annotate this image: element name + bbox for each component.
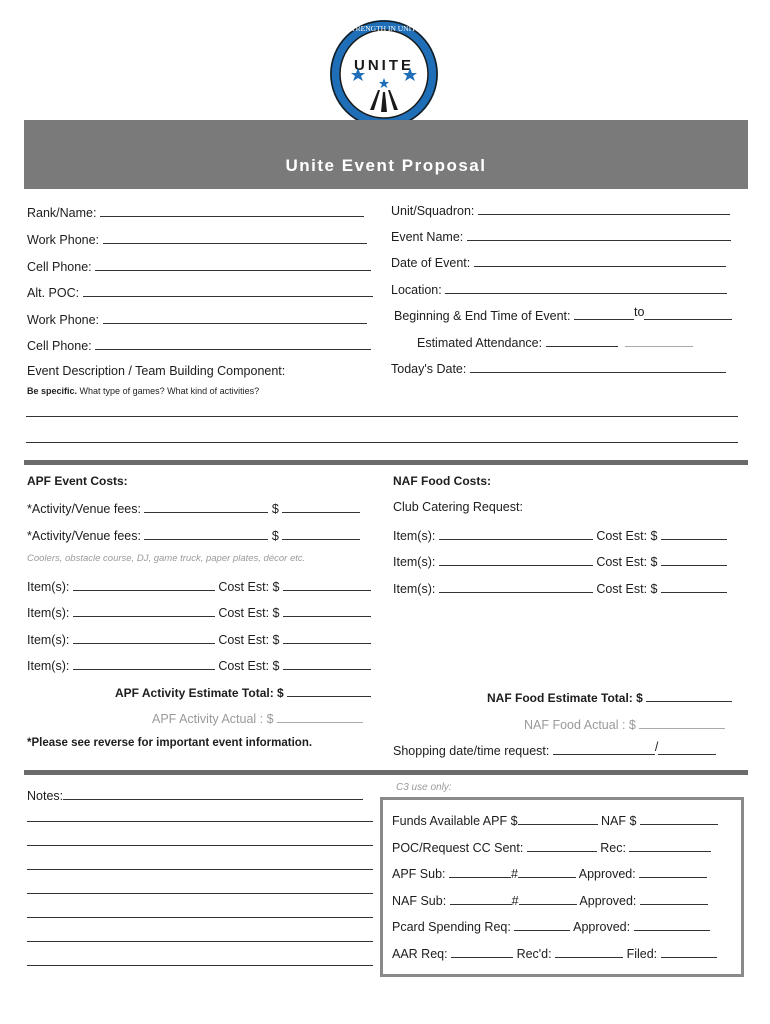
apf-item-label: Item(s): xyxy=(27,606,70,620)
aar-label: AAR Req: xyxy=(392,947,448,961)
naf-item-row[interactable] xyxy=(393,553,727,569)
naf-cost-label: Cost Est: $ xyxy=(596,582,658,596)
apf-cost-label: Cost Est: $ xyxy=(218,606,280,620)
logo-center-text: UNITE xyxy=(354,57,414,74)
filed-label: Filed: xyxy=(626,947,658,961)
description-line-1[interactable] xyxy=(26,416,738,417)
cell-phone-field[interactable] xyxy=(27,258,371,274)
naf-item-label: Item(s): xyxy=(393,555,436,569)
unite-logo xyxy=(328,18,440,130)
rank-name-field[interactable] xyxy=(27,204,364,220)
notes-line[interactable] xyxy=(27,917,373,918)
unit-squadron-label: Unit/Squadron: xyxy=(391,204,475,218)
alt-work-phone-label: Work Phone: xyxy=(27,313,100,327)
apf-cost-label: Cost Est: $ xyxy=(218,580,280,594)
date-of-event-label: Date of Event: xyxy=(391,256,471,270)
notes-label: Notes: xyxy=(27,789,64,803)
naf-item-row[interactable] xyxy=(393,580,727,596)
naf-cost-label: Cost Est: $ xyxy=(596,529,658,543)
apf-item-row[interactable] xyxy=(27,631,371,647)
alt-poc-label: Alt. POC: xyxy=(27,286,80,300)
apf-item-row[interactable] xyxy=(27,578,371,594)
cell-phone-label: Cell Phone: xyxy=(27,260,92,274)
pcard-label: Pcard Spending Req: xyxy=(392,920,511,934)
apf-item-label: Item(s): xyxy=(27,633,70,647)
apf-cost-label: Cost Est: $ xyxy=(218,633,280,647)
apf-item-row[interactable] xyxy=(27,657,371,673)
apf-actual-label: APF Activity Actual : $ xyxy=(152,712,274,726)
apf-venue-fee-1[interactable] xyxy=(27,500,360,516)
poc-label: POC/Request CC Sent: xyxy=(392,841,524,855)
apf-section-title: APF Event Costs: xyxy=(27,474,128,488)
dollar-sign: $ xyxy=(271,502,279,516)
event-time-label: Beginning & End Time of Event: xyxy=(394,309,571,323)
apf-actual[interactable] xyxy=(152,710,363,726)
work-phone-label: Work Phone: xyxy=(27,233,100,247)
dollar-sign: $ xyxy=(271,529,279,543)
recd-label: Rec'd: xyxy=(516,947,552,961)
attendance-label: Estimated Attendance: xyxy=(417,336,543,350)
c3-naf-sub-row[interactable] xyxy=(392,892,708,908)
apf-approved-label: Approved: xyxy=(578,867,636,881)
rec-label: Rec: xyxy=(600,841,626,855)
pcard-approved-label: Approved: xyxy=(573,920,631,934)
alt-poc-field[interactable] xyxy=(27,284,373,300)
shopping-slash: / xyxy=(654,740,659,754)
naf-sub-label: NAF Sub: xyxy=(392,894,447,908)
notes-line[interactable] xyxy=(27,941,373,942)
event-name-label: Event Name: xyxy=(391,230,464,244)
club-catering-label: Club Catering Request: xyxy=(393,500,523,514)
c3-box xyxy=(380,797,744,977)
attendance-field[interactable] xyxy=(417,334,693,350)
todays-date-field[interactable] xyxy=(391,360,726,376)
description-label: Event Description / Team Building Component: xyxy=(27,364,286,378)
event-time-field[interactable] xyxy=(394,307,732,323)
notes-line[interactable] xyxy=(27,821,373,822)
c3-pcard-row[interactable] xyxy=(392,918,710,934)
c3-aar-row[interactable] xyxy=(392,945,717,961)
location-label: Location: xyxy=(391,283,442,297)
apf-estimate-total[interactable] xyxy=(115,684,371,700)
naf-item-row[interactable] xyxy=(393,527,727,543)
section-divider-2 xyxy=(24,770,748,775)
location-field[interactable] xyxy=(391,281,727,297)
apf-venue-label-2: *Activity/Venue fees: xyxy=(27,529,141,543)
description-hint-bold: Be specific. xyxy=(27,386,78,396)
todays-date-label: Today's Date: xyxy=(391,362,467,376)
apf-item-row[interactable] xyxy=(27,604,371,620)
apf-cost-label: Cost Est: $ xyxy=(218,659,280,673)
section-divider-1 xyxy=(24,460,748,465)
apf-estimate-total-label: APF Activity Estimate Total: $ xyxy=(115,686,284,700)
naf-item-label: Item(s): xyxy=(393,529,436,543)
title-banner xyxy=(24,120,748,189)
apf-sub-hash: # xyxy=(510,867,518,881)
work-phone-field[interactable] xyxy=(27,231,367,247)
c3-poc-row[interactable] xyxy=(392,839,711,855)
logo-ring-text: STRENGTH IN UNITY xyxy=(346,24,422,33)
apf-item-label: Item(s): xyxy=(27,580,70,594)
naf-item-label: Item(s): xyxy=(393,582,436,596)
alt-cell-phone-label: Cell Phone: xyxy=(27,339,92,353)
notes-line[interactable] xyxy=(27,893,373,894)
event-name-field[interactable] xyxy=(391,228,731,244)
naf-cost-label: Cost Est: $ xyxy=(596,555,658,569)
notes-lines[interactable] xyxy=(27,808,373,809)
notes-field[interactable] xyxy=(27,787,363,803)
apf-item-label: Item(s): xyxy=(27,659,70,673)
alt-cell-phone-field[interactable] xyxy=(27,337,371,353)
notes-line[interactable] xyxy=(27,965,373,966)
date-of-event-field[interactable] xyxy=(391,254,726,270)
naf-section-title: NAF Food Costs: xyxy=(393,474,491,488)
description-line-2[interactable] xyxy=(26,442,738,443)
page-title: Unite Event Proposal xyxy=(285,156,487,175)
naf-approved-label: Approved: xyxy=(579,894,637,908)
c3-funds-row[interactable] xyxy=(392,812,718,828)
alt-work-phone-field[interactable] xyxy=(27,311,367,327)
c3-apf-sub-row[interactable] xyxy=(392,865,707,881)
naf-actual[interactable] xyxy=(524,716,725,732)
notes-line[interactable] xyxy=(27,869,373,870)
c3-title: C3 use only: xyxy=(396,782,452,793)
description-hint xyxy=(27,386,259,396)
apf-venue-fee-2[interactable] xyxy=(27,527,360,543)
shopping-request-field[interactable] xyxy=(393,742,716,758)
description-hint-text: What type of games? What kind of activities? xyxy=(79,386,260,396)
funds-naf-label: NAF $ xyxy=(601,814,637,828)
apf-sub-label: APF Sub: xyxy=(392,867,446,881)
funds-apf-label: Funds Available APF $ xyxy=(392,814,518,828)
time-to-label: to xyxy=(633,305,645,319)
unite-logo-icon xyxy=(328,18,440,130)
naf-sub-hash: # xyxy=(511,894,519,908)
naf-estimate-total[interactable] xyxy=(487,689,732,705)
shopping-request-label: Shopping date/time request: xyxy=(393,744,550,758)
rank-name-label: Rank/Name: xyxy=(27,206,97,220)
unit-squadron-field[interactable] xyxy=(391,202,730,218)
naf-estimate-total-label: NAF Food Estimate Total: $ xyxy=(487,691,643,705)
apf-venue-label-1: *Activity/Venue fees: xyxy=(27,502,141,516)
naf-actual-label: NAF Food Actual : $ xyxy=(524,718,636,732)
reverse-note: *Please see reverse for important event information. xyxy=(27,737,313,749)
apf-examples: Coolers, obstacle course, DJ, game truck, paper plates, décor etc. xyxy=(27,553,306,564)
notes-line[interactable] xyxy=(27,845,373,846)
